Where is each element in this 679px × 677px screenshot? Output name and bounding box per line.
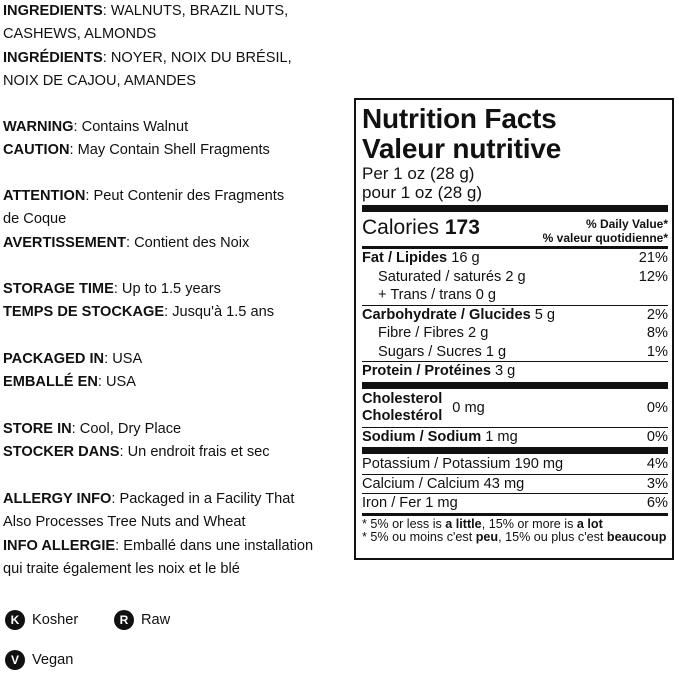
serving-size-fr: pour 1 oz (28 g) <box>362 183 483 202</box>
carbohydrate-row: Carbohydrate / Glucides 5 g 2% <box>362 306 668 323</box>
calories-value: 173 <box>444 216 480 239</box>
divider <box>362 382 668 389</box>
text-line: Also Processes Tree Nuts and Wheat <box>3 514 246 531</box>
text-line: ALLERGY INFO: Packaged in a Facility That <box>3 491 295 507</box>
text-line: de Coque <box>3 211 67 228</box>
calories-row <box>362 214 668 246</box>
warning-block <box>3 116 270 163</box>
text-line: TEMPS DE STOCKAGE: Jusqu'à 1.5 ans <box>3 304 274 321</box>
badge-label: Kosher <box>32 612 79 628</box>
iron-row: Iron / Fer 1 mg 6% <box>362 495 668 511</box>
text-line: INGRÉDIENTS: NOYER, NOIX DU BRÉSIL, <box>3 49 292 66</box>
text-line: qui traite également les noix et le blé <box>3 560 240 577</box>
text-line: INFO ALLERGIE: Emballé dans une installation <box>3 537 314 554</box>
cholesterol-row: Cholesterol Cholestérol 0 mg 0% <box>362 390 668 424</box>
text-line: WARNING: Contains Walnut <box>3 119 189 135</box>
packaged-block <box>3 348 142 395</box>
fat-row: Fat / Lipides 16 g 21% <box>362 250 668 266</box>
text-line: CASHEWS, ALMONDS <box>3 26 157 43</box>
kosher-icon: K <box>5 610 25 630</box>
vegan-icon: V <box>5 650 25 670</box>
attention-block <box>3 185 284 255</box>
saturated-row: Saturated / saturés 2 g 12% <box>378 268 668 285</box>
serving-size-en: Per 1 oz (28 g) <box>362 164 475 183</box>
text-line: EMBALLÉ EN: USA <box>3 374 136 391</box>
footnote-fr: * 5% ou moins c'est peu, 15% ou plus c'est beaucoup <box>362 529 667 544</box>
badge-label: Vegan <box>32 652 74 668</box>
storage-block <box>3 278 274 325</box>
text-line: STORE IN: Cool, Dry Place <box>3 421 182 437</box>
text-line: NOIX DE CAJOU, AMANDES <box>3 72 196 89</box>
footnote-en: * 5% or less is a little, 15% or more is a lot <box>362 516 603 531</box>
text-line: PACKAGED IN: USA <box>3 351 143 367</box>
potassium-row: Potassium / Potassium 190 mg 4% <box>362 456 668 472</box>
raw-badge <box>114 610 170 630</box>
text-line: AVERTISSEMENT: Contient des Noix <box>3 234 250 251</box>
footnote <box>362 516 668 544</box>
text-line: STOCKER DANS: Un endroit frais et sec <box>3 444 270 461</box>
ingredients-block <box>3 0 292 93</box>
vegan-badge <box>5 650 73 670</box>
sugars-row: Sugars / Sucres 1 g 1% <box>378 343 668 360</box>
kosher-badge <box>5 610 78 630</box>
nutrition-title-fr: Valeur nutritive <box>362 133 562 164</box>
divider <box>362 447 668 454</box>
daily-value-fr: % valeur quotidienne* <box>542 231 668 245</box>
badge-label: Raw <box>141 612 171 628</box>
daily-value-en: % Daily Value* <box>585 217 668 231</box>
nutrition-title-en: Nutrition Facts <box>362 103 557 134</box>
text-line: STORAGE TIME: Up to 1.5 years <box>3 281 221 297</box>
divider <box>362 205 668 212</box>
sodium-row: Sodium / Sodium 1 mg 0% <box>362 428 668 445</box>
raw-icon: R <box>114 610 134 630</box>
store-block <box>3 418 270 465</box>
trans-row: + Trans / trans 0 g <box>378 287 497 303</box>
text-line: ATTENTION: Peut Contenir des Fragments <box>3 188 285 204</box>
text-line: INGREDIENTS: WALNUTS, BRAZIL NUTS, <box>3 3 289 19</box>
calcium-row: Calcium / Calcium 43 mg 3% <box>362 475 668 492</box>
nutrition-facts-panel <box>354 98 674 560</box>
text-line: CAUTION: May Contain Shell Fragments <box>3 142 270 159</box>
allergy-block <box>3 488 313 581</box>
calories-label: Calories <box>362 216 440 239</box>
fibre-row: Fibre / Fibres 2 g 8% <box>378 325 668 341</box>
protein-row: Protein / Protéines 3 g <box>362 363 516 379</box>
